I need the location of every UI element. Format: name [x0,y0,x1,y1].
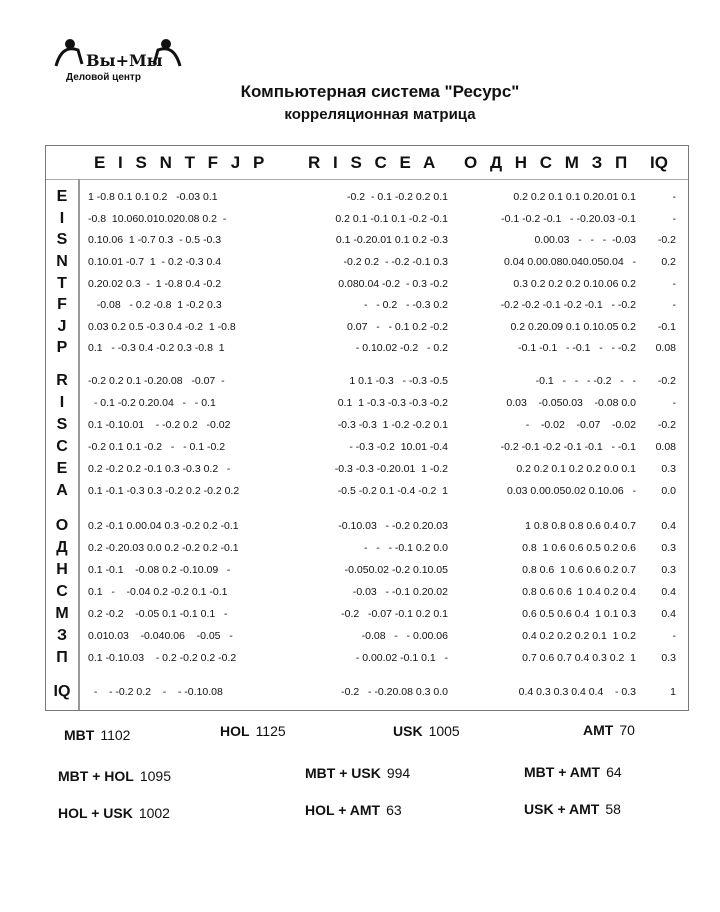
matrix-cell-group: -0.050.02 -0.2 0.10.05 [344,564,448,576]
matrix-row [46,517,688,537]
matrix-cell-group: 0.08 [655,342,676,354]
svg-text:Вы+Мы: Вы+Мы [86,51,163,70]
matrix-cell-group: 0.2 0.2 0.1 0.1 0.20.01 0.1 [513,191,636,203]
header-group-odnsmzp: О Д Н С М З П [464,153,631,172]
matrix-cell-group: -0.3 -0.3 1 -0.2 -0.2 0.1 [337,419,448,431]
matrix-cell-group: 0.3 [661,652,676,664]
matrix-cell-group: 0.2 -0.20.03 0.0 0.2 -0.2 0.2 -0.1 [88,542,239,554]
matrix-cell-group: 0.080.04 -0.2 - 0.3 -0.2 [338,278,448,290]
matrix-row [46,253,688,273]
matrix-cell-group: 0.3 [661,542,676,554]
stat-label: MBT [64,727,95,743]
stat-label: MBT + AMT [524,764,601,780]
matrix-cell-group: 0.2 -0.2 0.2 -0.1 0.3 -0.3 0.2 - [88,463,231,475]
matrix-cell-group: -0.1 [657,321,676,333]
matrix-cell-group: 0.2 0.2 0.1 0.2 0.2 0.0 0.1 [516,463,636,475]
stat-value: 70 [619,722,635,738]
matrix-cell-group: 0.4 0.3 0.3 0.4 0.4 - 0.3 [518,686,636,698]
matrix-row [46,649,688,669]
row-label: A [56,482,68,499]
matrix-cell-group: - [672,397,676,409]
matrix-cell-group: -0.08 - - 0.00.06 [361,630,448,642]
row-label: I [59,394,65,411]
row-label: Д [56,539,68,556]
stat-value: 994 [386,765,411,781]
matrix-row [46,627,688,647]
matrix-row [46,438,688,458]
matrix-row [46,539,688,559]
stat-item [583,722,635,738]
logo-figures-icon [48,38,188,70]
matrix-cell-group: 0.8 0.6 1 0.6 0.6 0.2 0.7 [522,564,636,576]
matrix-row [46,583,688,603]
stat-value: 1102 [100,727,131,743]
matrix-cell-group: -0.03 - -0.1 0.20.02 [352,586,448,598]
matrix-cell-group: - - 0.2 - -0.3 0.2 [363,299,448,311]
matrix-row [46,296,688,316]
row-label: Н [56,561,68,578]
matrix-row [46,460,688,480]
matrix-cell-group: 0.03 -0.050.03 -0.08 0.0 [506,397,636,409]
matrix-cell-group: 0.00.03 - - - -0.03 [534,234,636,246]
matrix-cell-group: 0.0 [661,485,676,497]
stat-value: 1002 [138,805,170,821]
matrix-cell-group: -0.2 -0.1 -0.2 -0.1 -0.1 - -0.1 [500,441,636,453]
stat-label: HOL [220,723,250,739]
matrix-cell-group: 0.7 0.6 0.7 0.4 0.3 0.2 1 [522,652,636,664]
header-group-eisntfjp: E I S N T F J P [94,153,268,172]
correlation-matrix [45,145,689,711]
matrix-row [46,188,688,208]
matrix-cell-group: 0.4 [661,586,676,598]
stat-label: USK + AMT [524,801,600,817]
matrix-cell-group: -0.3 -0.3 -0.20.01 1 -0.2 [334,463,448,475]
stat-value: 1125 [255,723,286,739]
matrix-cell-group: 0.1 -0.10.01 - -0.2 0.2 -0.02 [88,419,231,431]
matrix-cell-group: - [672,213,676,225]
matrix-cell-group: 0.2 -0.1 0.00.04 0.3 -0.2 0.2 -0.1 [88,520,239,532]
matrix-cell-group: 0.2 -0.2 -0.05 0.1 -0.1 0.1 - [88,608,228,620]
stat-item [524,764,622,780]
matrix-row [46,372,688,392]
matrix-cell-group: - 0.1 -0.2 0.20.04 - - 0.1 [88,397,216,409]
stat-item [305,802,402,818]
row-label: T [57,275,67,292]
matrix-cell-group: -0.2 0.2 - -0.2 -0.1 0.3 [343,256,448,268]
matrix-cell-group: 0.1 -0.20.01 0.1 0.2 -0.3 [335,234,448,246]
row-label: З [56,627,68,644]
matrix-cell-group: 0.08 [655,441,676,453]
row-label: П [56,649,68,666]
matrix-row [46,683,688,703]
matrix-cell-group: -0.2 - -0.20.08 0.3 0.0 [341,686,448,698]
matrix-cell-group: - -0.02 -0.07 -0.02 [525,419,636,431]
matrix-row [46,394,688,414]
matrix-cell-group: 0.3 [661,564,676,576]
row-label: S [56,231,68,248]
matrix-cell-group: 0.1 1 -0.3 -0.3 -0.3 -0.2 [337,397,448,409]
stat-item [58,768,171,784]
matrix-cell-group: 0.20.02 0.3 - 1 -0.8 0.4 -0.2 [88,278,222,290]
matrix-cell-group: - - -0.2 0.2 - - -0.10.08 [88,686,223,698]
page-subtitle: корреляционная матрица [284,106,476,123]
matrix-cell-group: -0.2 0.2 0.1 -0.20.08 -0.07 - [88,375,225,387]
stat-item [393,723,460,739]
matrix-cell-group: -0.2 [657,234,676,246]
row-label: I [59,210,65,227]
row-label: E [56,460,68,477]
stat-label: HOL + USK [58,805,133,821]
row-label: R [56,372,68,389]
matrix-cell-group: -0.5 -0.2 0.1 -0.4 -0.2 1 [337,485,448,497]
stat-value: 1095 [139,768,171,784]
matrix-cell-group: 0.4 [661,520,676,532]
row-label: IQ [53,683,71,700]
matrix-cell-group: - -0.3 -0.2 10.01 -0.4 [349,441,448,453]
matrix-cell-group: -0.1 -0.1 - -0.1 - - -0.2 [518,342,636,354]
matrix-cell-group: - 0.10.02 -0.2 - 0.2 [355,342,448,354]
matrix-row [46,275,688,295]
matrix-cell-group: - 0.00.02 -0.1 0.1 - [355,652,448,664]
matrix-row [46,231,688,251]
row-label: F [57,296,67,313]
row-label: E [56,188,68,205]
matrix-header [46,146,688,180]
matrix-cell-group: -0.08 - 0.2 -0.8 1 -0.2 0.3 [88,299,222,311]
matrix-cell-group: 0.2 [661,256,676,268]
page-title: Компьютерная система "Ресурс" [240,82,520,101]
stat-item [524,801,621,817]
matrix-cell-group: 0.1 - -0.3 0.4 -0.2 0.3 -0.8 1 [88,342,225,354]
matrix-cell-group: 0.3 [661,463,676,475]
matrix-cell-group: - [672,278,676,290]
matrix-cell-group: -0.2 [657,375,676,387]
matrix-cell-group: 1 -0.8 0.1 0.1 0.2 -0.03 0.1 [88,191,218,203]
matrix-cell-group: -0.8 10.060.010.020.08 0.2 - [88,213,227,225]
matrix-cell-group: - [672,191,676,203]
matrix-cell-group: 0.1 -0.1 -0.3 0.3 -0.2 0.2 -0.2 0.2 [88,485,240,497]
matrix-cell-group: 0.10.06 1 -0.7 0.3 - 0.5 -0.3 [88,234,222,246]
logo-caption: Деловой центр [66,72,141,83]
matrix-cell-group: -0.2 [657,419,676,431]
matrix-row [46,561,688,581]
stat-value: 64 [606,764,622,780]
matrix-cell-group: 0.07 - - 0.1 0.2 -0.2 [347,321,448,333]
row-label: О [55,517,69,534]
stat-value: 58 [605,801,621,817]
matrix-cell-group: -0.1 - - - -0.2 - - [535,375,636,387]
matrix-row [46,482,688,502]
matrix-cell-group: 0.04 0.00.080.040.050.04 - [504,256,636,268]
stat-label: HOL + AMT [305,802,381,818]
header-iq: IQ [650,153,668,172]
matrix-cell-group: -0.2 - 0.1 -0.2 0.2 0.1 [347,191,448,203]
matrix-cell-group: 0.3 0.2 0.2 0.2 0.10.06 0.2 [513,278,636,290]
matrix-cell-group: -0.2 0.1 0.1 -0.2 - - 0.1 -0.2 [88,441,226,453]
stat-value: 63 [386,802,402,818]
matrix-cell-group: - [672,630,676,642]
stat-item [305,765,410,781]
matrix-row [46,416,688,436]
row-label: С [56,583,68,600]
matrix-cell-group: 0.6 0.5 0.6 0.4 1 0.1 0.3 [522,608,636,620]
row-label: N [56,253,68,270]
matrix-row [46,210,688,230]
row-label: C [56,438,68,455]
matrix-cell-group: 0.4 [661,608,676,620]
matrix-cell-group: 0.2 0.1 -0.1 0.1 -0.2 -0.1 [335,213,448,225]
stat-value: 1005 [428,723,460,739]
matrix-cell-group: -0.1 -0.2 -0.1 - -0.20.03 -0.1 [501,213,636,225]
matrix-cell-group: 0.010.03 -0.040.06 -0.05 - [88,630,233,642]
matrix-cell-group: 1 [670,686,676,698]
stat-label: USK [393,723,423,739]
matrix-cell-group: 0.03 0.2 0.5 -0.3 0.4 -0.2 1 -0.8 [88,321,236,333]
matrix-row [46,339,688,359]
matrix-cell-group: 0.8 1 0.6 0.6 0.5 0.2 0.6 [522,542,636,554]
matrix-row [46,318,688,338]
row-label: P [56,339,68,356]
matrix-cell-group: -0.2 -0.07 -0.1 0.2 0.1 [341,608,448,620]
matrix-cell-group: 0.2 0.20.09 0.1 0.10.05 0.2 [510,321,636,333]
matrix-cell-group: 0.03 0.00.050.02 0.10.06 - [506,485,636,497]
matrix-cell-group: -0.10.03 - -0.2 0.20.03 [338,520,448,532]
matrix-cell-group: 0.8 0.6 0.6 1 0.4 0.2 0.4 [522,586,636,598]
matrix-cell-group: 1 0.1 -0.3 - -0.3 -0.5 [349,375,448,387]
matrix-cell-group: - [672,299,676,311]
stat-item [58,805,170,821]
matrix-cell-group: 0.10.01 -0.7 1 - 0.2 -0.3 0.4 [88,256,222,268]
stat-label: MBT + USK [305,765,381,781]
header-group-riscea: R I S C E A [308,153,439,172]
stat-item [220,723,286,739]
matrix-cell-group: 0.4 0.2 0.2 0.2 0.1 1 0.2 [522,630,636,642]
stat-item [64,727,130,743]
matrix-cell-group: -0.2 -0.2 -0.1 -0.2 -0.1 - -0.2 [500,299,636,311]
row-label: J [57,318,67,335]
matrix-cell-group: - - - -0.1 0.2 0.0 [363,542,448,554]
stat-label: AMT [583,722,614,738]
row-label: S [56,416,68,433]
matrix-cell-group: 0.1 -0.10.03 - 0.2 -0.2 0.2 -0.2 [88,652,237,664]
row-label: М [55,605,69,622]
stat-label: MBT + HOL [58,768,134,784]
matrix-cell-group: 0.1 -0.1 -0.08 0.2 -0.10.09 - [88,564,231,576]
matrix-cell-group: 1 0.8 0.8 0.8 0.6 0.4 0.7 [525,520,636,532]
matrix-row [46,605,688,625]
matrix-cell-group: 0.1 - -0.04 0.2 -0.2 0.1 -0.1 [88,586,228,598]
